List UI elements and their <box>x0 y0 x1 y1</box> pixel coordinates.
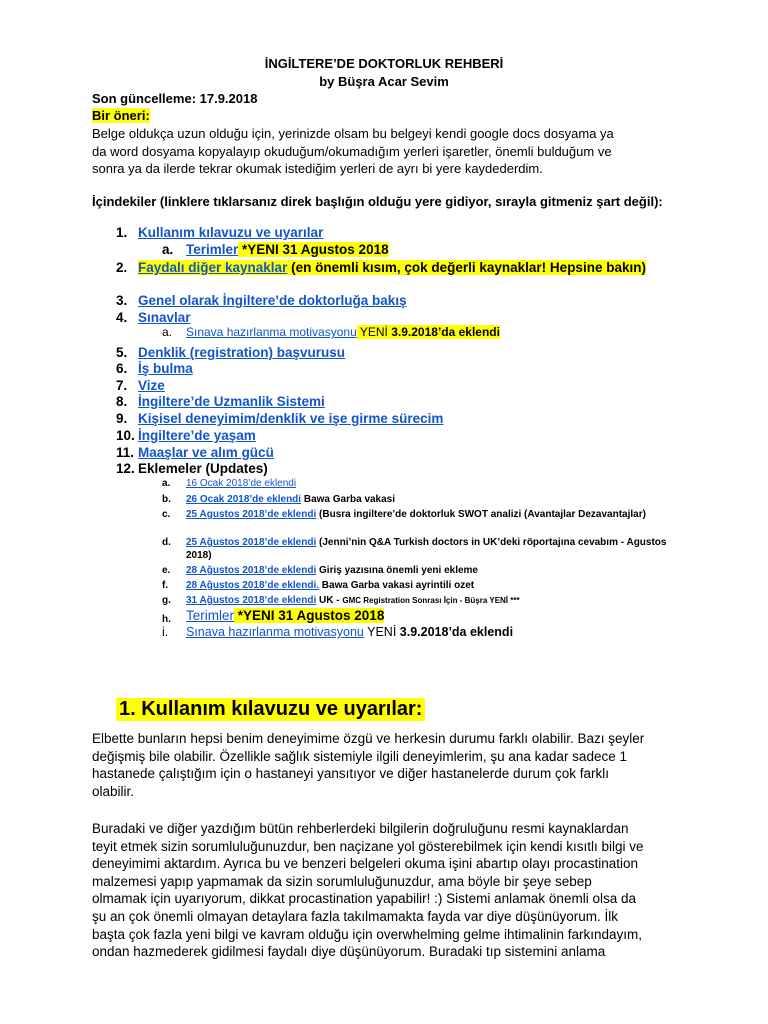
toc-link-kisisel[interactable]: Kişisel deneyimim/denklik ve işe girme sürecim <box>138 411 444 426</box>
update-link-c[interactable]: 25 Agustos 2018’de eklendi <box>186 509 317 520</box>
toc-link-terimler[interactable]: Terimler <box>186 242 239 257</box>
section-1-paragraph-1: Elbette bunların hepsi benim deneyimime özgü ve herkesin durumu farklı olabilir. Bazı şeyler değişmiş bile olabilir. Özellikle sağlık sistemiyle ilgili deneyimlerim, şu ana kadar sadece 1 hastanede çalıştığım için o hastaneyi yansıtıyor ve diğer hastanelerde durum çok farklı olabilir. <box>92 731 645 799</box>
toc-link-maaslar[interactable]: Maaşlar ve alım gücü <box>138 445 274 460</box>
update-link-d[interactable]: 25 Ağustos 2018’de eklendi <box>186 537 317 548</box>
toc-link-yasam[interactable]: İngiltere’de yaşam <box>138 428 256 443</box>
update-link-h[interactable]: Terimler <box>186 608 235 623</box>
toc-link-sinavlar[interactable]: Sınavlar <box>138 310 191 325</box>
toc-link-vize[interactable]: Vize <box>138 378 165 393</box>
toc-link-motivasyon[interactable]: Sınava hazırlanma motivasyonu <box>186 325 357 339</box>
update-link-e[interactable]: 28 Ağustos 2018’de eklendi <box>186 565 317 576</box>
toc-link-uzmanlik[interactable]: İngiltere’de Uzmanlik Sistemi <box>138 394 325 409</box>
document-author: by Büşra Acar Sevim <box>319 74 449 89</box>
section-1-paragraph-2: Buradaki ve diğer yazdığım bütün rehberlerdeki bilgilerin doğruluğunu resmi kaynaklardan teyit etmek sizin sorumluluğunuzdur, ben naçizane yol gösterebilmek için kendi kısıtlı bilgi ve deneyimimi aktardım. Ayrıca bu ve benzeri belgeleri okuma işini abartıp olayı procastination malzemesi yapıp yapmamak da sizin sorumluluğunuzdur, ama böyle bir şeye sebep olmamak için uyarıyorum, dikkat procastination yapabilir! :) Sistemi anlamak önemli olsa da şu an çok önemli olmayan detaylara fazla takılmamakta fayda var diye düşünüyorum. İlk başta çok fazla yeni bilgi ve kavram olduğu için overwhelming gelme ihtimalinin farkındayım, ondan hazmederek gidilmesi faydalı diye düşünüyorum. Buradaki tıp sistemini anlama <box>92 821 644 960</box>
suggestion-heading: Bir öneri: <box>92 108 150 123</box>
toc-link-denklik[interactable]: Denklik (registration) başvurusu <box>138 345 346 360</box>
document-title: İNGİLTERE’DE DOKTORLUK REHBERİ <box>264 56 504 71</box>
update-link-i[interactable]: Sınava hazırlanma motivasyonu <box>186 625 364 639</box>
toc-heading: İçindekiler (linklere tıklarsanız direk başlığın olduğu yere gidiyor, sırayla gitmeniz şart değil): <box>92 194 663 209</box>
suggestion-paragraph: Belge oldukça uzun olduğu için, yerinizde olsam bu belgeyi kendi google docs dosyama ya da word dosyama kopyalayıp okuduğum/okumadığım yerleri işaretler, önemli bulduğum ve sonra ya da ilerde tekrar okumak istediğim yerleri de ayrı bi yere kaydederdim. <box>92 126 614 176</box>
document-page: İNGİLTERE’DE DOKTORLUK REHBERİ by Büşra Acar Sevim Son güncelleme: 17.9.2018 Bir öneri: Belge oldukça uzun olduğu için, yerinizde olsam bu belgeyi kendi google docs dosyama ya da word dosyama kopyalayıp okuduğum/okumadığım yerleri işaretler, önemli bulduğum ve sonra ya da ilerde tekrar okumak istediğim yerleri de ayrı bi yere kaydederdim. İçindekiler (linklere tıklarsanız direk başlığın olduğu yere gidiyor, sırayla gitmeniz şart değil): 1. Kullanım kılavuzu ve uyarılar a. Terimler *YENI 31 Agustos 2018 2. Faydalı diğer kaynaklar (en önemli kısım, çok değerli kaynaklar! Hepsine bakın) 3. Genel olarak İngiltere’de doktorluğa bakış 4. Sınavlar a. Sınava hazırlanma motivasyonu YENİ 3.9.2018’da eklendi 5. Denklik (registration) başvurusu 6. İş bulma 7. Vize 8. İngiltere’de Uzmanlik Sistemi 9. Kişisel deneyimim/denklik ve işe girme sürecim 10. İngiltere’de yaşam 11. Maaşlar ve alım gücü 12. Eklemeler (Updates) a. 16 Ocak 2018’de eklendi b. 26 Ocak 2018’de eklendi Bawa Garba vakasi c. 25 Agustos 2018’de eklendi (Busra ingiltere’de doktorluk SWOT analizi (Avantajlar Dezavantajlar) d. 25 Ağustos 2018’de eklendi (Jenni’nin Q&A Turkish doctors in UK’deki röportajına cevabım - Agustos 2018) e. 28 Ağustos 2018’de eklendi Giriş yazısına önemli yeni ekleme f. 28 Ağustos 2018’de eklendi. Bawa Garba vakasi ayrintili ozet g. 31 Ağustos 2018’de eklendi UK - GMC Registration Sonrası İçin - Büşra YENİ *** h. Terimler *YENI 31 Agustos 2018 i. Sınava hazırlanma motivasyonu YENİ 3.9.2018’da eklendi 1. Kullanım kılavuzu ve uyarılar: Elbette bunların hepsi benim deneyimime özgü ve herkesin durumu farklı olabilir. Bazı şeyler değişmiş bile olabilir. Özellikle sağlık sistemiyle ilgili deneyimlerim, şu ana kadar sadece 1 hastanede çalıştığım için o hastaneyi yansıtıyor ve diğer hastanelerde durum çok farklı olabilir. Buradaki ve diğer yazdığım bütün rehberlerdeki bilgilerin doğruluğunu resmi kaynaklardan teyit etmek sizin sorumluluğunuzdur, ben naçizane yol gösterebilmek için kendi kısıtlı bilgi ve deneyimimi aktardım. Ayrıca bu ve benzeri belgeleri okuma işini abartıp olayı procastination malzemesi yapıp yapmamak da sizin sorumluluğunuzdur, ama böyle bir şeye sebep olmamak için uyarıyorum, dikkat procastination yapabilir! :) Sistemi anlamak önemli olsa da şu an çok önemli olmayan detaylara fazla takılmamakta fayda var diye düşünüyorum. İlk başta çok fazla yeni bilgi ve kavram olduğu için overwhelming gelme ihtimalinin farkındayım, ondan hazmederek gidilmesi faydalı diye düşünüyorum. Buradaki tıp sistemini anlama <box>0 0 768 1024</box>
last-updated: Son güncelleme: 17.9.2018 <box>92 91 258 106</box>
update-link-g[interactable]: 31 Ağustos 2018’de eklendi <box>186 595 317 606</box>
toc-link-is-bulma[interactable]: İş bulma <box>138 361 193 376</box>
update-link-b[interactable]: 26 Ocak 2018’de eklendi <box>186 494 302 505</box>
update-link-a[interactable]: 16 Ocak 2018’de eklendi <box>186 478 297 489</box>
toc-link-genel-bakis[interactable]: Genel olarak İngiltere’de doktorluğa bakış <box>138 293 407 308</box>
section-1-heading: 1. Kullanım kılavuzu ve uyarılar: <box>116 698 425 721</box>
toc-link-kullanim[interactable]: Kullanım kılavuzu ve uyarılar <box>138 225 324 240</box>
toc-link-kaynaklar[interactable]: Faydalı diğer kaynaklar <box>138 260 288 275</box>
update-link-f[interactable]: 28 Ağustos 2018’de eklendi. <box>186 580 320 591</box>
